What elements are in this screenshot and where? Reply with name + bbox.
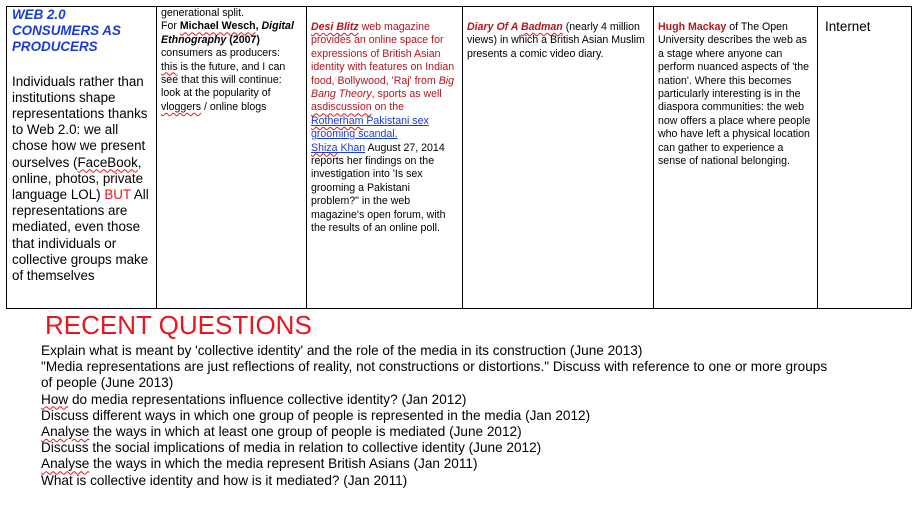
cell-hugh-mackay [654,7,818,309]
table-row [7,7,912,309]
cell-web2-consumers [7,7,157,309]
web2-title: WEB 2.0 CONSUMERS AS PRODUCERS [12,7,121,55]
generational-split-note: generational split. [161,7,245,19]
web2-body: Individuals rather than institutions shape representations thanks to Web 2.0: we all chose how we present ourselves (FaceBook, online, photos, private language LOL) BUT All representations are mediated, even those that individuals or collective groups make of themselves [12,73,149,284]
recent-questions-heading: RECENT QUESTIONS [45,310,312,340]
hugh-mackay-text: Hugh Mackay of The Open University describes the web as a stage where anyone can perform nuanced aspects of 'the nation'. Where this becomes particularly interesting is in the diaspora communities: the web now offers a place where people who have left a physical location can gather to experience a sense of national belonging. [658,21,811,168]
list-item: Discuss different ways in which one group of people is represented in the media (Jan 2012) [41,407,591,423]
content-table [6,6,912,309]
diary-badman-text: Diary Of A Badman (nearly 4 million views) in which a British Asian Muslim presents a comic video diary. [467,21,645,60]
list-item: What is collective identity and how is it mediated? (Jan 2011) [41,472,408,488]
recent-questions-list [41,343,911,489]
cell-wesch [157,7,307,309]
cell-diary-badman [463,7,654,309]
wesch-text: For Michael Wesch, Digital Ethnography (2007) consumers as producers: this is the future, and I can see that this will continue: look at the popularity of vloggers / online blogs [161,20,294,113]
list-item: Analyse the ways in which at least one group of people is mediated (June 2012) [41,424,522,440]
list-item: How do media representations influence collective identity? (Jan 2012) [41,391,467,407]
list-item: Analyse the ways in which the media represent British Asians (Jan 2011) [41,456,478,472]
list-item: of people (June 2013) [41,375,174,391]
list-item: Discuss the social implications of media in relation to collective identity (June 2012) [41,440,542,456]
cell-desi-blitz [307,7,463,309]
list-item: "Media representations are just reflections of reality, not constructions or distortions." Discuss with reference to one or more groups [41,359,828,375]
cell-internet: Internet [818,7,912,309]
desi-blitz-text: Desi Blitz web magazine provides an online space for expressions of British Asian identity with features on Indian food, Bollywood, 'Raj' from Big Bang Theory, sports as well asdiscussion on the Rotherham Pakistani sex grooming scandal. Shiza Khan August 27, 2014 reports her findings on the investigation into 'Is sex grooming a Pakistani problem?" in the web magazine's open forum, with the results of an online poll. [311,21,455,235]
rotherham-link[interactable]: Rotherham Pakistani sex grooming scandal. [311,114,429,141]
shiza-khan-link[interactable]: Shiza Khan [311,141,366,154]
list-item: Explain what is meant by 'collective identity' and the role of the media in its construction (June 2013) [41,343,643,358]
